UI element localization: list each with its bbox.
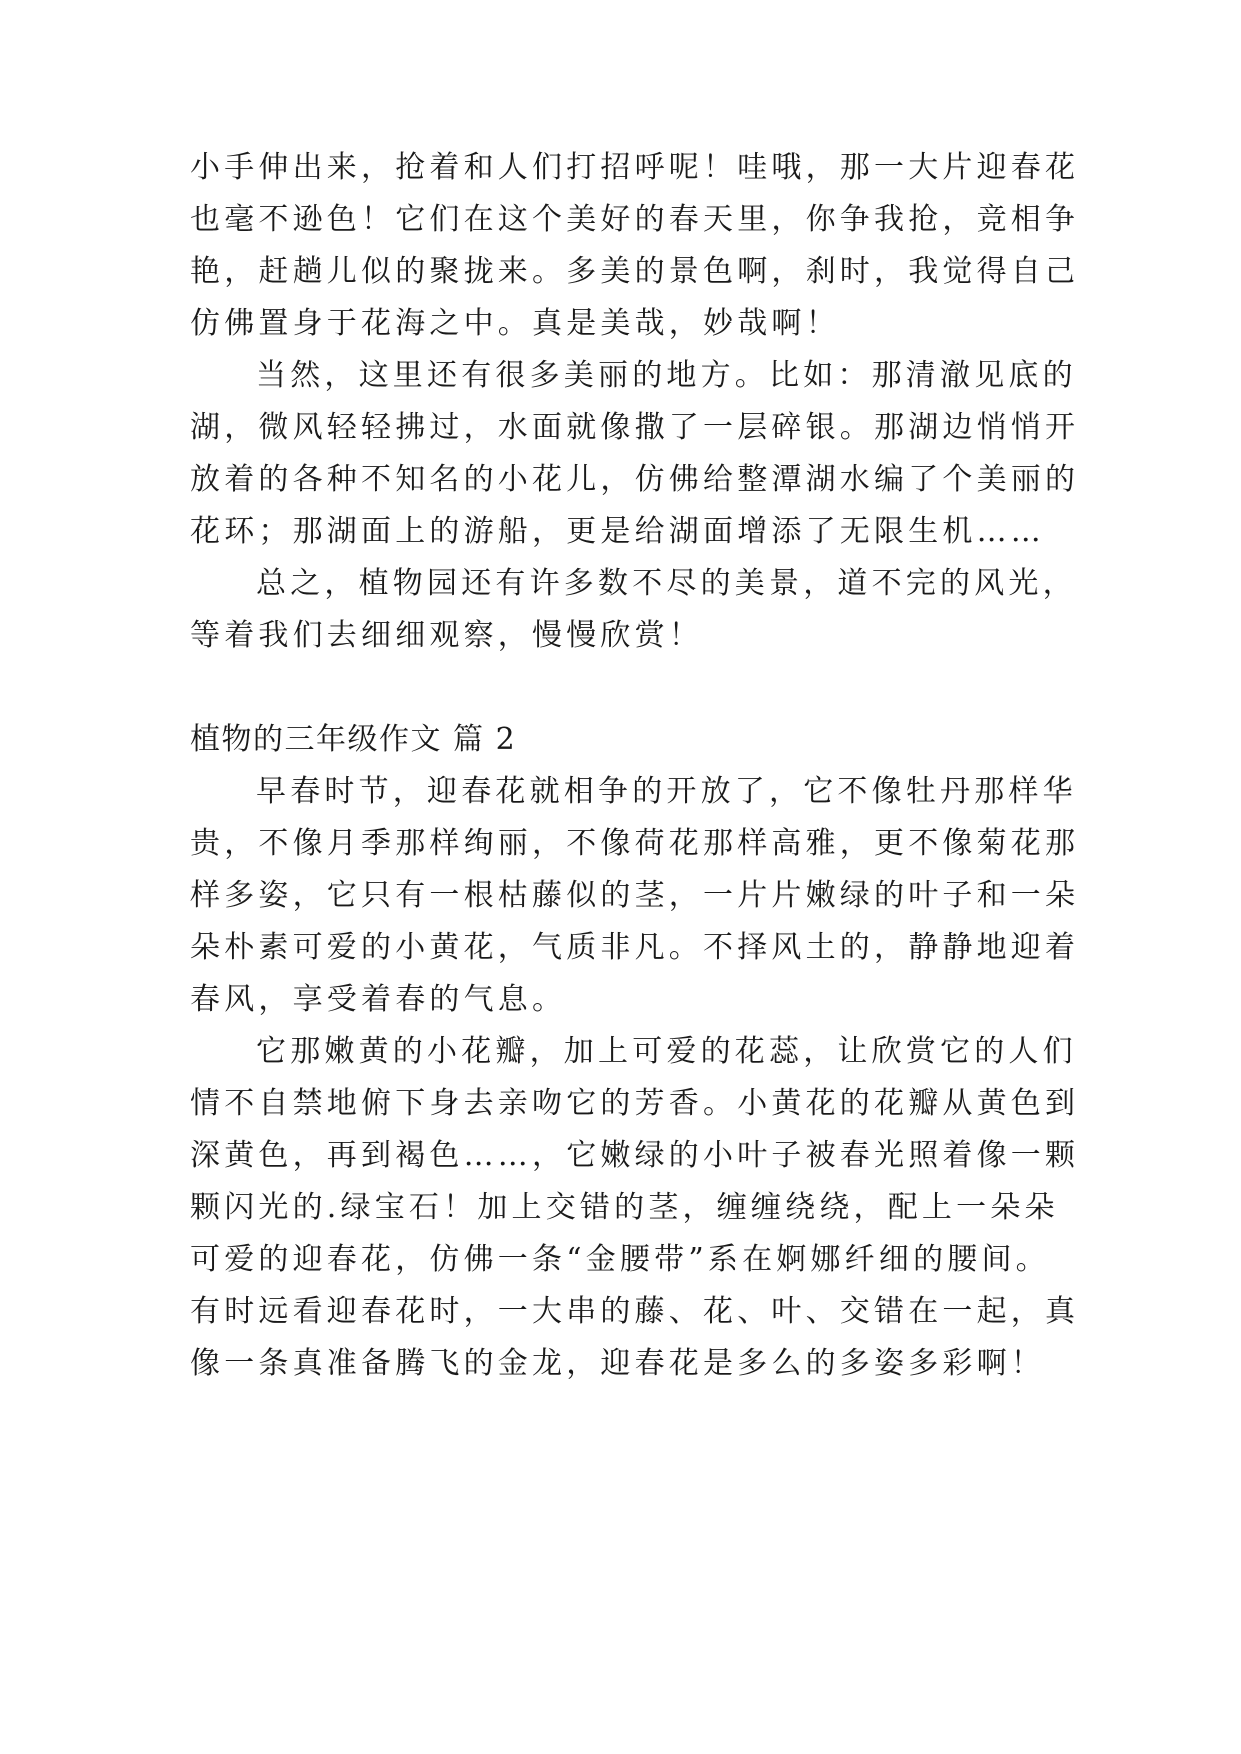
text-line: 深黄色，再到褐色……，它嫩绿的小叶子被春光照着像一颗 [190, 1138, 1080, 1173]
section-title: 植物的三年级作文 篇 2 [190, 722, 517, 757]
text-line: 等着我们去细细观察，慢慢欣赏！ [190, 618, 703, 653]
text-line: 仿佛置身于花海之中。真是美哉，妙哉啊！ [190, 306, 840, 341]
text-line: 贵，不像月季那样绚丽，不像荷花那样高雅，更不像菊花那 [190, 826, 1080, 861]
text-line: 样多姿，它只有一根枯藤似的茎，一片片嫩绿的叶子和一朵 [190, 878, 1080, 913]
text-line: 颗闪光的.绿宝石！加上交错的茎，缠缠绕绕，配上一朵朵 [190, 1190, 1059, 1225]
text-line: 湖，微风轻轻拂过，水面就像撒了一层碎银。那湖边悄悄开 [190, 410, 1080, 445]
text-line: 也毫不逊色！它们在这个美好的春天里，你争我抢，竞相争 [190, 202, 1080, 237]
text-line: 小手伸出来，抢着和人们打招呼呢！哇哦，那一大片迎春花 [190, 150, 1080, 185]
text-line: 春风，享受着春的气息。 [190, 982, 567, 1017]
paragraph-first-line: 它那嫩黄的小花瓣，加上可爱的花蕊，让欣赏它的人们 [256, 1034, 1077, 1069]
text-line: 朵朴素可爱的小黄花，气质非凡。不择风土的，静静地迎着 [190, 930, 1080, 965]
paragraph-first-line: 早春时节，迎春花就相争的开放了，它不像牡丹那样华 [256, 774, 1077, 809]
text-line: 放着的各种不知名的小花儿，仿佛给整潭湖水编了个美丽的 [190, 462, 1080, 497]
text-line: 有时远看迎春花时，一大串的藤、花、叶、交错在一起，真 [190, 1294, 1080, 1329]
text-line: 像一条真准备腾飞的金龙，迎春花是多么的多姿多彩啊！ [190, 1346, 1045, 1381]
text-line: 情不自禁地俯下身去亲吻它的芳香。小黄花的花瓣从黄色到 [190, 1086, 1080, 1121]
text-line: 艳，赶趟儿似的聚拢来。多美的景色啊，刹时，我觉得自己 [190, 254, 1080, 289]
paragraph-first-line: 总之，植物园还有许多数不尽的美景，道不完的风光， [256, 566, 1077, 601]
text-line: 花环；那湖面上的游船，更是给湖面增添了无限生机…… [190, 514, 1045, 549]
text-line: 可爱的迎春花，仿佛一条“金腰带”系在婀娜纤细的腰间。 [190, 1242, 1050, 1277]
paragraph-first-line: 当然，这里还有很多美丽的地方。比如：那清澈见底的 [256, 358, 1077, 393]
